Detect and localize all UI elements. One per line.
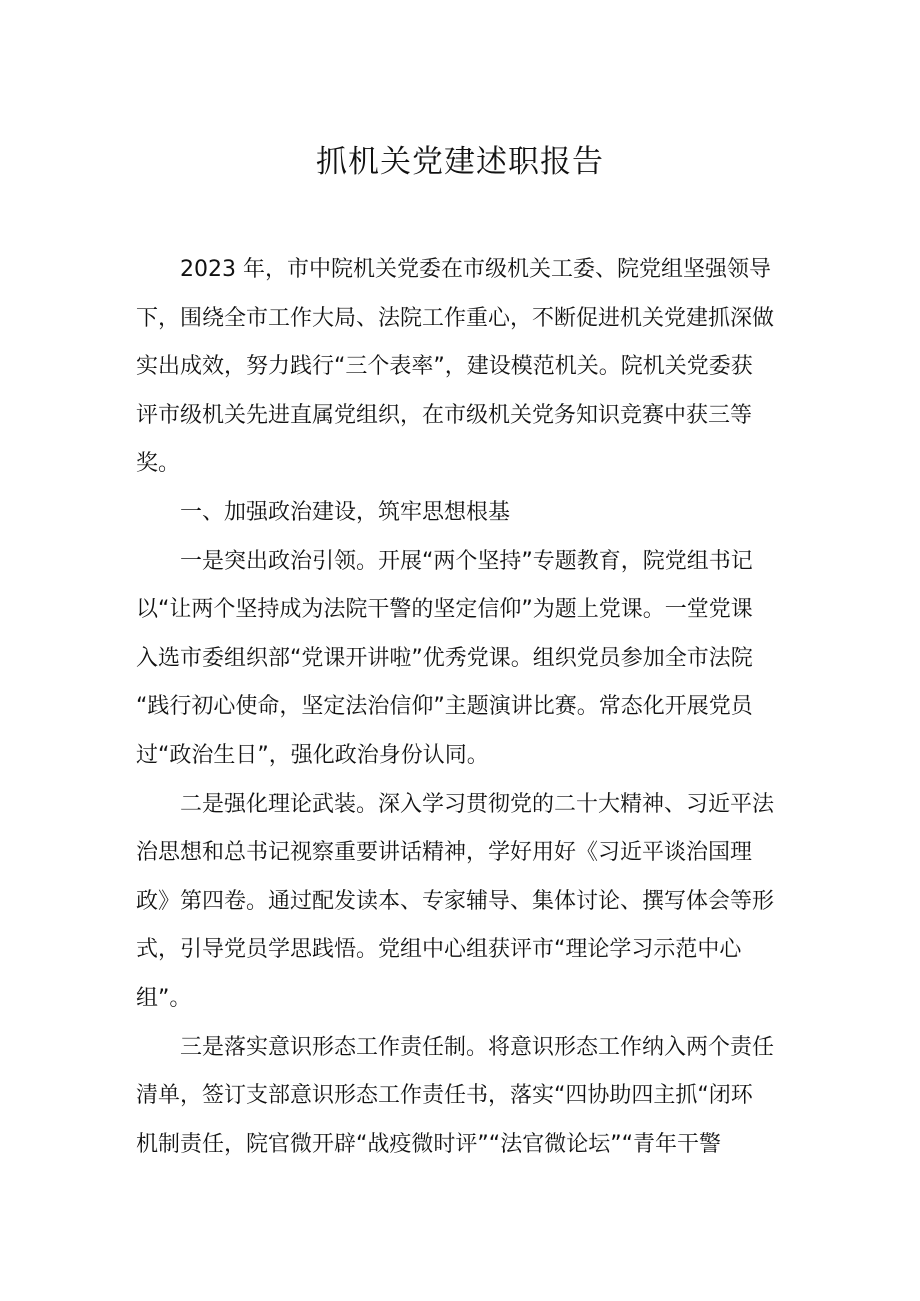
text-line: 下，围绕全市工作大局、法院工作重心，不断促进机关党建抓深做 xyxy=(136,305,775,331)
document-title: 抓机关党建述职报告 xyxy=(316,144,604,180)
paragraph-ideology-responsibility xyxy=(136,1024,775,1170)
text-line: 奖。 xyxy=(136,451,181,477)
text-line: “践行初心使命，坚定法治信仰”主题演讲比赛。常态化开展党员 xyxy=(136,694,753,720)
text-line: 以“让两个坚持成为法院干警的坚定信仰”为题上党课。一堂党课 xyxy=(136,597,753,623)
paragraph-political-guidance xyxy=(136,538,766,781)
text-line: 式，引导党员学思践悟。党组中心组获评市“理论学习示范中心 xyxy=(136,937,742,963)
text-line: 组”。 xyxy=(136,985,192,1011)
text-line: 一、加强政治建设，筑牢思想根基 xyxy=(180,499,511,525)
paragraph-intro xyxy=(136,246,775,489)
text-line: 入选市委组织部“党课开讲啦”优秀党课。组织党员参加全市法院 xyxy=(136,645,753,671)
text-line: 一是突出政治引领。开展“两个坚持”专题教育，院党组书记 xyxy=(180,548,753,574)
document-body xyxy=(136,246,775,1169)
section-heading xyxy=(136,489,766,538)
paragraph-theory-study xyxy=(136,781,775,1024)
text-line: 清单，签订支部意识形态工作责任书，落实“四协助四主抓“闭环 xyxy=(136,1083,753,1109)
text-line: 2023 年，市中院机关党委在市级机关工委、院党组坚强领导 xyxy=(180,257,771,282)
text-line: 评市级机关先进直属党组织，在市级机关党务知识竞赛中获三等 xyxy=(136,402,753,428)
text-line: 二是强化理论武装。深入学习贯彻党的二十大精神、习近平法 xyxy=(180,791,775,817)
text-line: 过“政治生日”，强化政治身份认同。 xyxy=(136,742,489,768)
text-line: 实出成效，努力践行“三个表率”，建设模范机关。院机关党委获 xyxy=(136,354,753,380)
text-line: 机制责任，院官微开辟“战疫微时评”“法官微论坛”“青年干警 xyxy=(136,1131,721,1157)
text-line: 三是落实意识形态工作责任制。将意识形态工作纳入两个责任 xyxy=(180,1034,775,1060)
text-line: 政》第四卷。通过配发读本、专家辅导、集体讨论、撰写体会等形 xyxy=(136,888,775,914)
text-line: 治思想和总书记视察重要讲话精神，学好用好《习近平谈治国理 xyxy=(136,840,753,866)
